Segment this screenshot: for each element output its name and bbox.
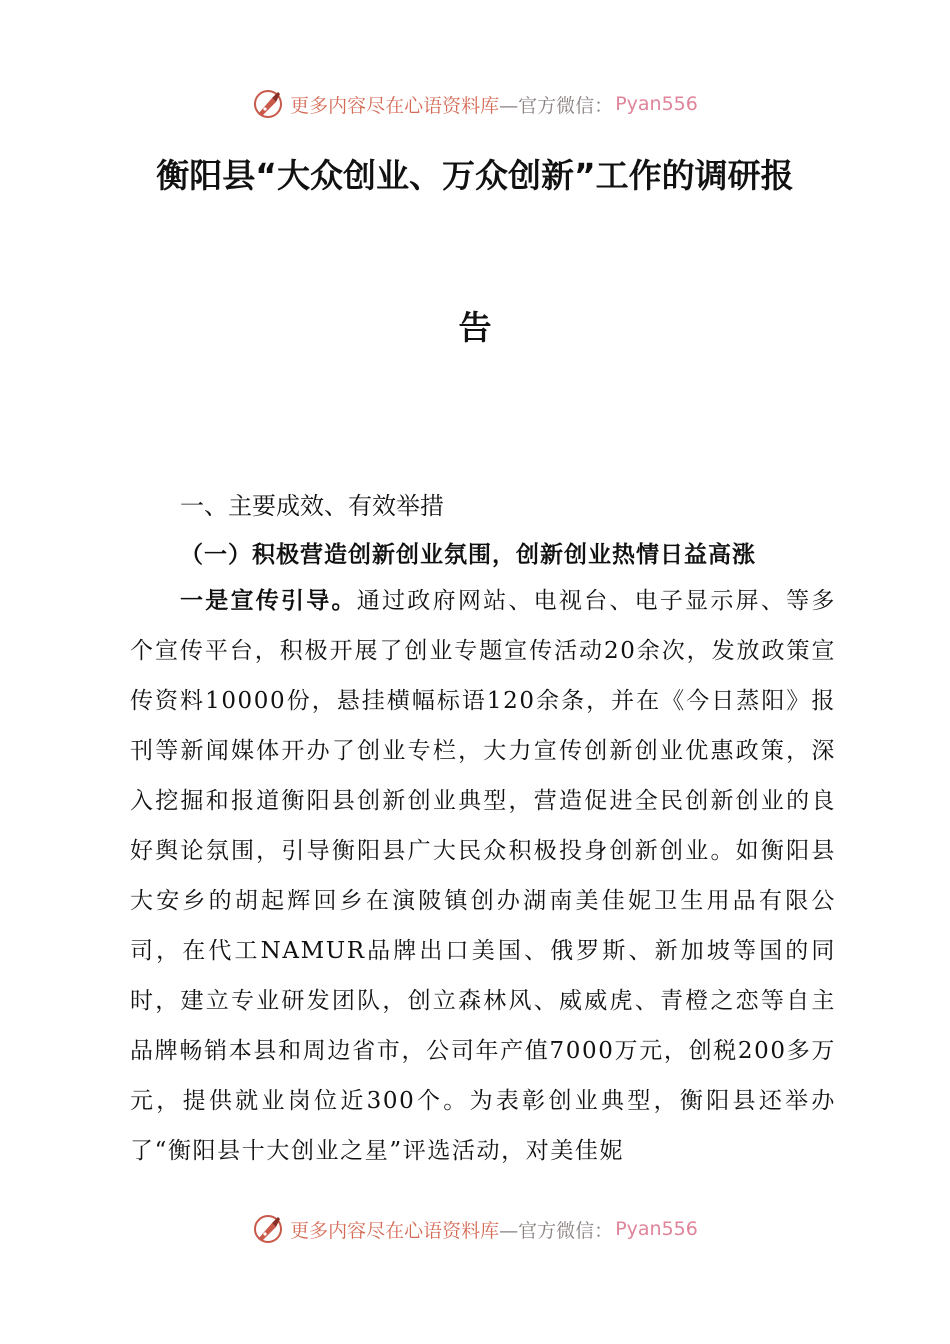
watermark-dash-text: —官方微信： (499, 1219, 614, 1242)
paragraph-body: 通过政府网站、电视台、电子显示屏、等多个宣传平台，积极开展了创业专题宣传活动20余次，发放政策宣传资料10000份，悬挂横幅标语120余条，并在《今日蒸阳》报刊等新闻媒体开办了创业专栏，大力宣传创新创业优惠政策，深入挖掘和报道衡阳县创新创业典型，营造促进全民创新创业的良好舆论氛围，引导衡阳县广大民众积极投身创新创业。如衡阳县大安乡的胡起辉回乡在演陂镇创办湖南美佳妮卫生用品有限公司，在代工NAMUR品牌出口美国、俄罗斯、新加坡等国的同时，建立专业研发团队，创立森林风、威威虎、青橙之恋等自主品牌畅销本县和周边省市，公司年产值7000万元，创税200多万元，提供就业岗位近300个。为表彰创业典型，衡阳县还举办了“衡阳县十大创业之星”评选活动，对美佳妮 (130, 588, 836, 1164)
pen-nib-icon (252, 1213, 284, 1245)
pen-nib-icon (252, 88, 284, 120)
watermark-wechat-id: Pyan556 (615, 93, 698, 115)
watermark-banner-bottom (0, 1213, 950, 1245)
section-heading: 一、主要成效、有效举措 (180, 492, 444, 520)
paragraph-lead: 一是宣传引导。 (180, 588, 357, 614)
document-title-line-1: 衡阳县“大众创业、万众创新”工作的调研报 (156, 156, 794, 195)
watermark-dash-text: —官方微信： (499, 94, 614, 117)
watermark-wechat-id: Pyan556 (615, 1218, 698, 1240)
watermark-banner-top (0, 88, 950, 120)
document-title-line-2: 告 (458, 308, 492, 347)
watermark-site-text: 更多内容尽在心语资料库 (290, 94, 500, 117)
watermark-site-text: 更多内容尽在心语资料库 (290, 1219, 500, 1242)
body-paragraph (130, 576, 836, 1176)
subsection-heading: （一）积极营造创新创业氛围，创新创业热情日益高涨 (180, 541, 756, 568)
